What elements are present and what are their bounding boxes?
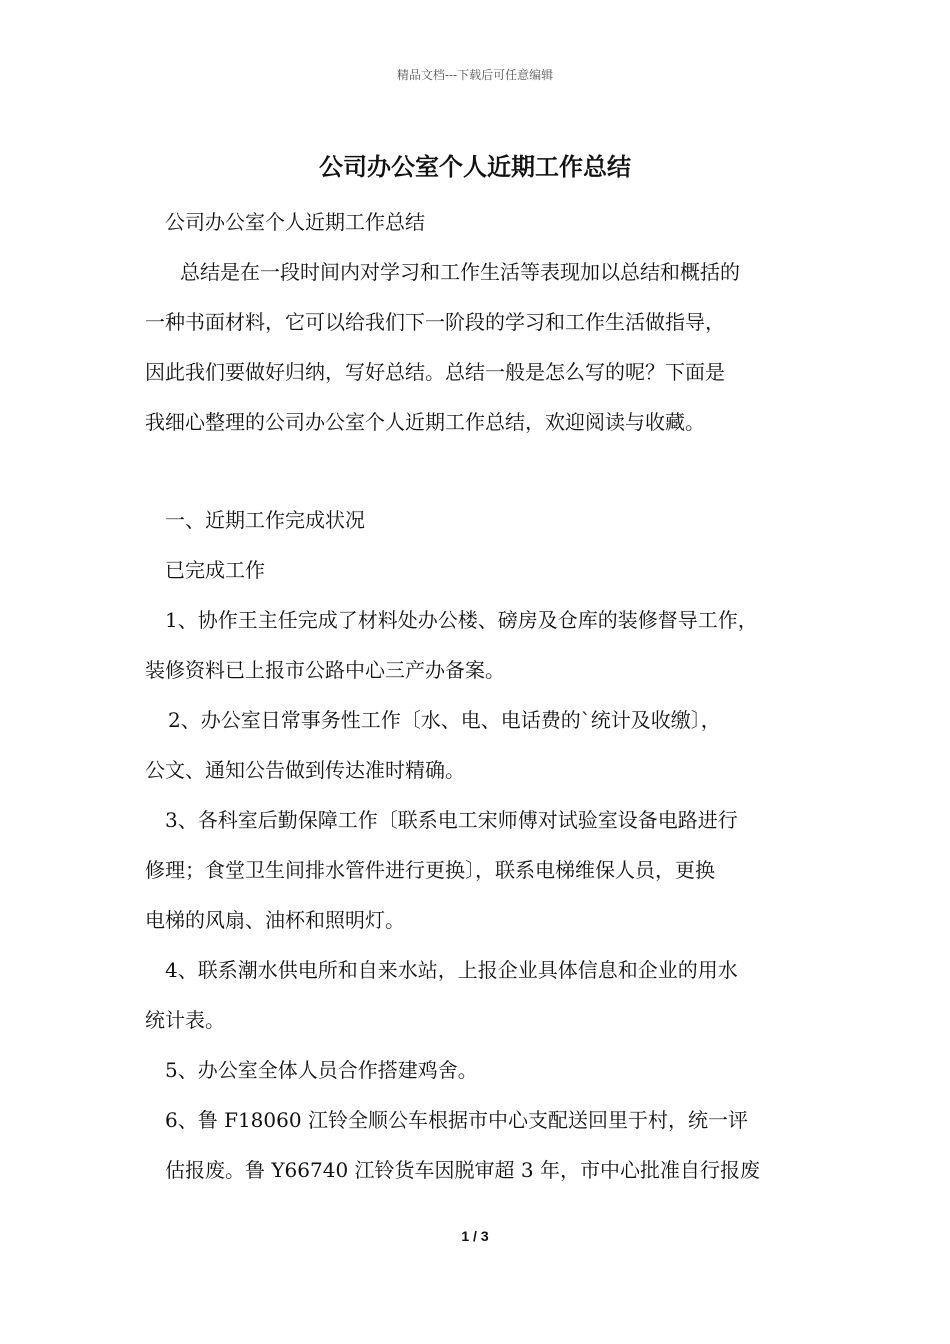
list-item: 6、鲁 F18060 江铃全顺公车根据市中心支配送回里于村，统一评 xyxy=(165,1108,748,1132)
subtitle-line: 公司办公室个人近期工作总结 xyxy=(165,210,425,234)
body-line: 总结是在一段时间内对学习和工作生活等表现加以总结和概括的 xyxy=(180,260,740,284)
list-item-continued: 装修资料已上报市公路中心三产办备案。 xyxy=(145,658,505,682)
body-line: 一种书面材料，它可以给我们下一阶段的学习和工作生活做指导， xyxy=(145,310,725,334)
list-item-continued: 统计表。 xyxy=(145,1008,225,1032)
document-title: 公司办公室个人近期工作总结 xyxy=(319,152,631,181)
page-number: 1 / 3 xyxy=(461,1228,489,1244)
list-item: 4、联系潮水供电所和自来水站，上报企业具体信息和企业的用水 xyxy=(165,958,738,982)
list-item-continued: 估报废。鲁 Y66740 江铃货车因脱审超 3 年，市中心批准自行报废 xyxy=(165,1158,760,1182)
section-heading: 一、近期工作完成状况 xyxy=(165,508,365,532)
body-line: 我细心整理的公司办公室个人近期工作总结，欢迎阅读与收藏。 xyxy=(145,410,705,434)
list-item: 3、各科室后勤保障工作〔联系电工宋师傅对试验室设备电路进行 xyxy=(165,808,738,832)
list-item-continued: 公文、通知公告做到传达准时精确。 xyxy=(145,758,465,782)
body-line: 因此我们要做好归纳，写好总结。总结一般是怎么写的呢？下面是 xyxy=(145,360,725,384)
list-item: 5、办公室全体人员合作搭建鸡舍。 xyxy=(165,1058,478,1082)
list-item-continued: 电梯的风扇、油杯和照明灯。 xyxy=(145,908,405,932)
subsection-heading: 已完成工作 xyxy=(165,558,265,582)
list-item: 2、办公室日常事务性工作〔水、电、电话费的`统计及收缴〕， xyxy=(168,708,721,732)
page-header: 精品文档---下载后可任意编辑 xyxy=(396,68,554,82)
list-item-continued: 修理；食堂卫生间排水管件进行更换〕，联系电梯维保人员，更换 xyxy=(145,858,715,882)
list-item: 1、协作王主任完成了材料处办公楼、磅房及仓库的装修督导工作， xyxy=(165,608,758,632)
